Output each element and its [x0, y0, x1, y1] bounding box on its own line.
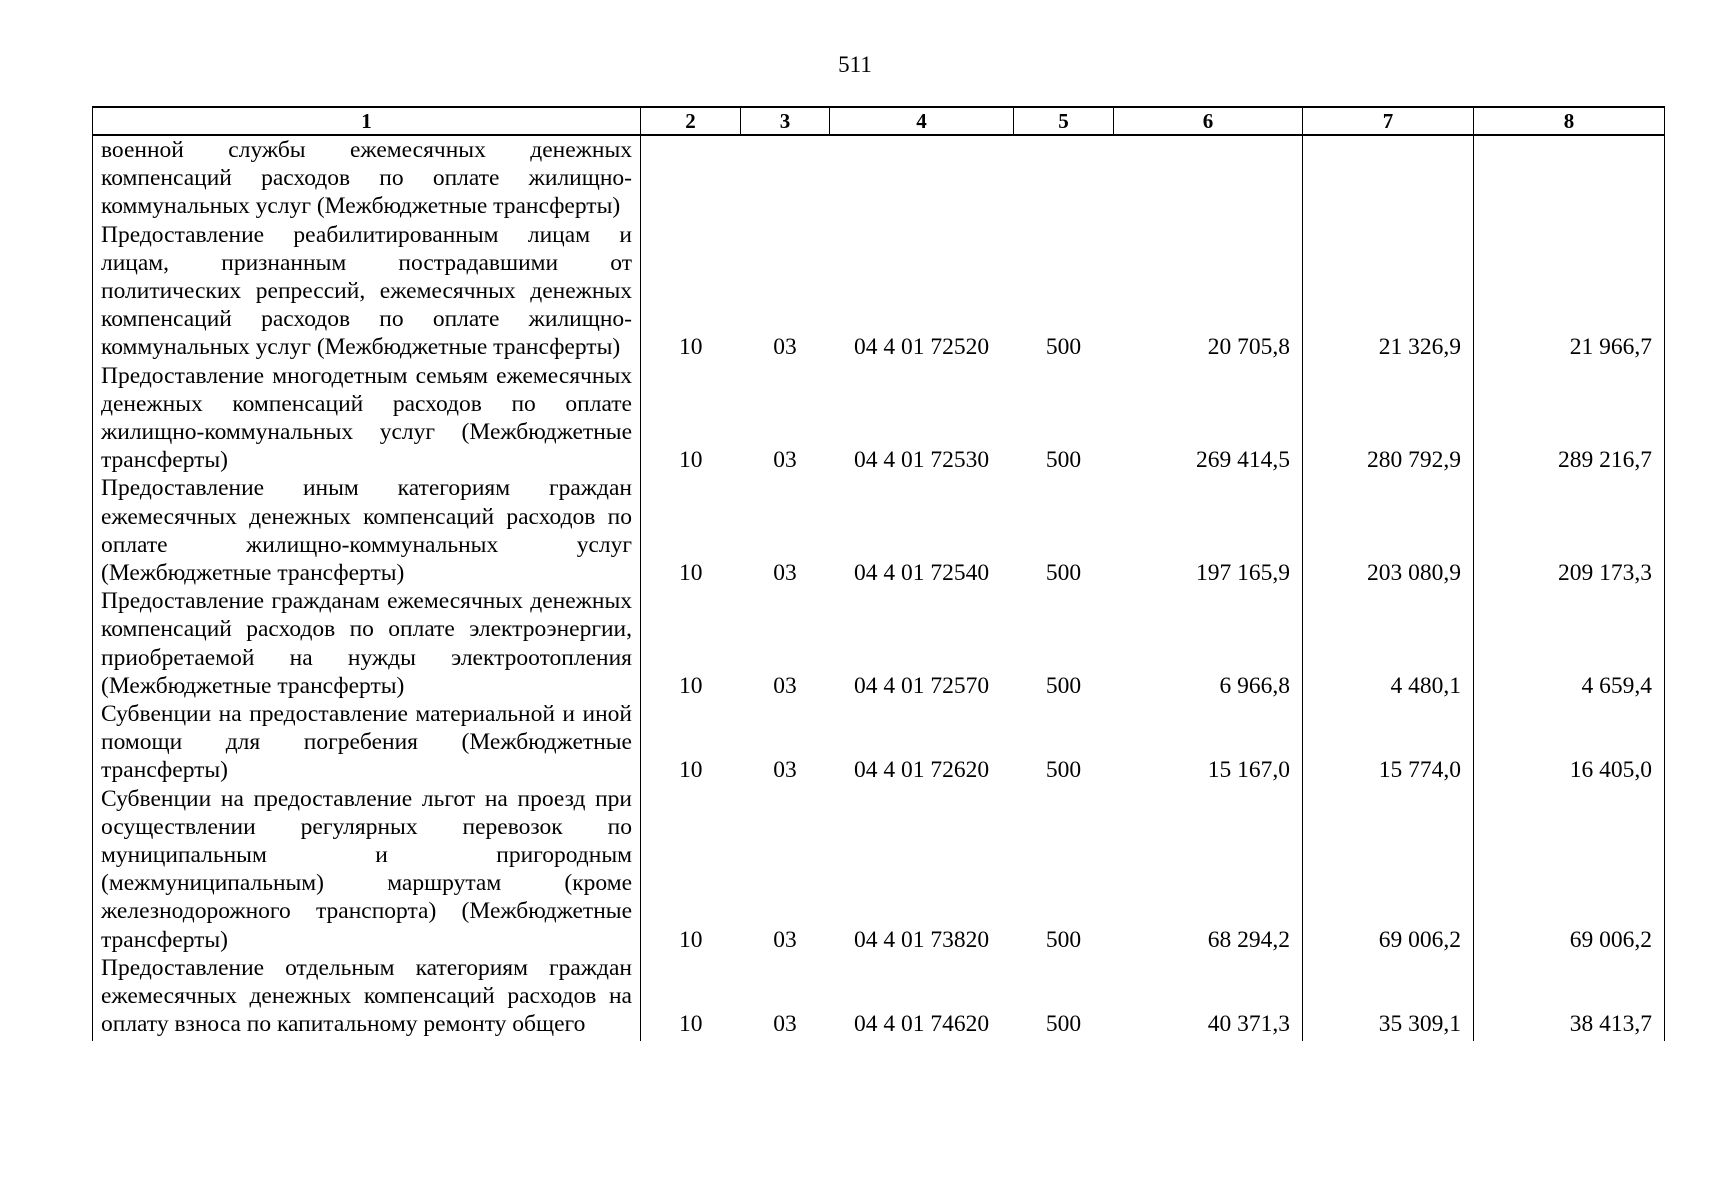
column-header-5: 5	[1014, 107, 1114, 135]
section-code: 10	[679, 926, 703, 953]
amount-col-8: 289 216,7	[1474, 362, 1665, 475]
row-description: Предоставление многодетным семьям ежемесячных денежных компенсаций расходов по оплате жилищно-коммунальных услуг (Межбюджетные трансферты)	[93, 362, 641, 475]
amount-col-6	[1114, 135, 1303, 221]
expense-type-code: 500	[1045, 1011, 1082, 1038]
section-code: 10	[679, 447, 703, 474]
section-code: 10	[679, 560, 703, 587]
column-header-3: 3	[741, 107, 830, 135]
column-header-2: 2	[641, 107, 741, 135]
column-header-8: 8	[1474, 107, 1665, 135]
amount-col-6: 40 371,3	[1114, 954, 1303, 1041]
amount-col-7: 35 309,1	[1303, 954, 1474, 1041]
header-row	[93, 107, 1665, 135]
column-header-4: 4	[830, 107, 1014, 135]
amount-col-7: 69 006,2	[1303, 785, 1474, 954]
table-row	[93, 135, 1665, 221]
amount-col-6: 15 167,0	[1114, 700, 1303, 785]
target-article-code: 04 4 01 72530	[853, 447, 990, 474]
target-article-code: 04 4 01 72620	[853, 757, 990, 784]
amount-col-6: 68 294,2	[1114, 785, 1303, 954]
amount-col-8: 4 659,4	[1474, 587, 1665, 700]
expense-type-code: 500	[1045, 926, 1082, 953]
amount-col-6: 6 966,8	[1114, 587, 1303, 700]
target-article-code: 04 4 01 72570	[853, 672, 990, 699]
column-header-6: 6	[1114, 107, 1303, 135]
subsection-code: 03	[773, 672, 797, 699]
budget-table	[92, 106, 1665, 1041]
row-description: Предоставление отдельным категориям граждан ежемесячных денежных компенсаций расходов на оплату взноса по капитальному ремонту общего	[93, 954, 641, 1041]
expense-type-code	[1014, 135, 1114, 221]
row-description: Предоставление гражданам ежемесячных денежных компенсаций расходов по оплате электроэнергии, приобретаемой на нужды электроотопления (Межбюджетные трансферты)	[93, 587, 641, 700]
subsection-code	[741, 135, 830, 221]
expense-type-code: 500	[1045, 672, 1082, 699]
section-code	[641, 135, 741, 221]
amount-col-7: 203 080,9	[1303, 474, 1474, 587]
section-code: 10	[679, 757, 703, 784]
table-row	[93, 221, 1665, 362]
row-description: Субвенции на предоставление материальной и иной помощи для погребения (Межбюджетные трансферты)	[93, 700, 641, 785]
section-code: 10	[679, 334, 703, 361]
table-body	[93, 135, 1665, 1041]
amount-col-6: 20 705,8	[1114, 221, 1303, 362]
table-row	[93, 700, 1665, 785]
amount-col-7: 21 326,9	[1303, 221, 1474, 362]
row-description: Субвенции на предоставление льгот на проезд при осуществлении регулярных перевозок по муниципальным и пригородным (межмуниципальным) маршрутам (кроме железнодорожного транспорта) (Межбюджетные трансферты)	[93, 785, 641, 954]
amount-col-7: 4 480,1	[1303, 587, 1474, 700]
subsection-code: 03	[773, 926, 797, 953]
target-article-code: 04 4 01 72520	[853, 334, 990, 361]
expense-type-code: 500	[1045, 447, 1082, 474]
amount-col-7	[1303, 135, 1474, 221]
subsection-code: 03	[773, 334, 797, 361]
amount-col-6: 269 414,5	[1114, 362, 1303, 475]
row-description: Предоставление реабилитированным лицам и лицам, признанным пострадавшими от политических репрессий, ежемесячных денежных компенсаций расходов по оплате жилищно-коммунальных услуг (Межбюджетные трансферты)	[93, 221, 641, 362]
expense-type-code: 500	[1045, 334, 1082, 361]
subsection-code: 03	[773, 447, 797, 474]
amount-col-8: 21 966,7	[1474, 221, 1665, 362]
amount-col-8: 209 173,3	[1474, 474, 1665, 587]
amount-col-8: 16 405,0	[1474, 700, 1665, 785]
table-row	[93, 954, 1665, 1041]
amount-col-7: 15 774,0	[1303, 700, 1474, 785]
target-article-code: 04 4 01 74620	[853, 1011, 990, 1038]
row-description: Предоставление иным категориям граждан ежемесячных денежных компенсаций расходов по оплате жилищно-коммунальных услуг (Межбюджетные трансферты)	[93, 474, 641, 587]
page-number: 511	[838, 52, 872, 77]
table-row	[93, 785, 1665, 954]
column-header-1: 1	[93, 107, 641, 135]
column-header-7: 7	[1303, 107, 1474, 135]
table-row	[93, 362, 1665, 475]
target-article-code: 04 4 01 73820	[853, 926, 990, 953]
section-code: 10	[679, 1011, 703, 1038]
amount-col-6: 197 165,9	[1114, 474, 1303, 587]
target-article-code: 04 4 01 72540	[853, 560, 990, 587]
target-article-code	[830, 135, 1014, 221]
subsection-code: 03	[773, 1011, 797, 1038]
row-description: военной службы ежемесячных денежных компенсаций расходов по оплате жилищно-коммунальных услуг (Межбюджетные трансферты)	[93, 135, 641, 221]
amount-col-7: 280 792,9	[1303, 362, 1474, 475]
amount-col-8	[1474, 135, 1665, 221]
expense-type-code: 500	[1045, 757, 1082, 784]
amount-col-8: 69 006,2	[1474, 785, 1665, 954]
table-row	[93, 474, 1665, 587]
amount-col-8: 38 413,7	[1474, 954, 1665, 1041]
section-code: 10	[679, 672, 703, 699]
subsection-code: 03	[773, 560, 797, 587]
table-row	[93, 587, 1665, 700]
expense-type-code: 500	[1045, 560, 1082, 587]
subsection-code: 03	[773, 757, 797, 784]
table-header	[93, 107, 1665, 135]
